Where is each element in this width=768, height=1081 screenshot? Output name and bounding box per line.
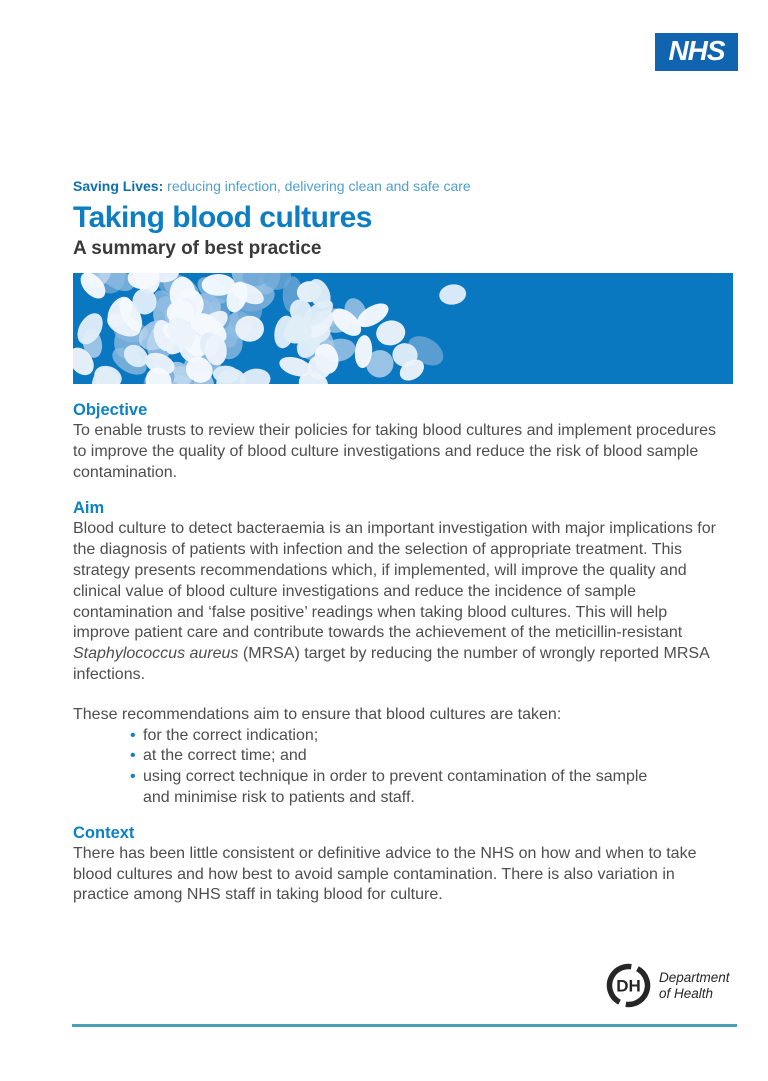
list-item: • for the correct indication; [130, 726, 658, 747]
page-subtitle: A summary of best practice [73, 238, 322, 259]
footer-rule [72, 1024, 737, 1027]
context-paragraph: There has been little consistent or definitive advice to the NHS on how and when to take blood cultures and how best to avoid sample contamination. There is also variation in practice among NHS staff in taking blood for culture. [73, 844, 697, 904]
eyebrow-bold: Saving Lives: [73, 178, 164, 194]
aim-italic-species: Staphylococcus aureus [73, 645, 239, 663]
list-item: • using correct technique in order to prevent contamination of the sample and minimise risk to patients and staff. [130, 767, 658, 809]
department-of-health-logo [605, 962, 730, 1009]
eyebrow-rest: reducing infection, delivering clean and safe care [163, 178, 471, 194]
section-heading-context: Context [73, 823, 135, 842]
list-item: • at the correct time; and [130, 746, 658, 767]
section-heading-aim: Aim [73, 499, 105, 518]
aim-text-2: (MRSA) target by reducing the number of wrongly reported MRSA infections. [73, 645, 709, 683]
aim-text-1: Blood culture to detect bacteraemia is an important investigation with major implications for the diagnosis of patients with infection and the selection of appropriate treatment. This strategy presents recommendations which, if implemented, will improve the quality and clinical value of blood culture investigations and reduce the incidence of sample contamination and ‘false positive’ readings when taking blood cultures. This will help improve patient care and contribute towards the achievement of the meticillin-resistant [73, 520, 716, 642]
dh-wordmark-line1: Department [659, 969, 730, 985]
dh-wordmark [659, 970, 730, 1002]
aim-paragraph [73, 519, 725, 685]
recommendations-intro: These recommendations aim to ensure that blood cultures are taken: [73, 705, 562, 723]
recommendations-list [130, 726, 734, 809]
eyebrow-line [73, 178, 734, 195]
banner-bacteria-svg [73, 273, 733, 384]
section-heading-objective: Objective [73, 401, 148, 419]
dh-initials: DH [616, 976, 641, 996]
dh-wordmark-line2: of Health [659, 985, 714, 1001]
objective-paragraph: To enable trusts to review their policies for taking blood cultures and implement procedures to improve the quality of blood culture investigations and reduce the risk of blood sample contamination. [73, 422, 716, 481]
dh-badge-icon [605, 962, 652, 1009]
banner-image [73, 273, 733, 384]
nhs-logo-text: NHS [668, 35, 725, 66]
nhs-logo [655, 33, 738, 71]
page-title: Taking blood cultures [73, 201, 372, 234]
document-content [73, 178, 734, 906]
